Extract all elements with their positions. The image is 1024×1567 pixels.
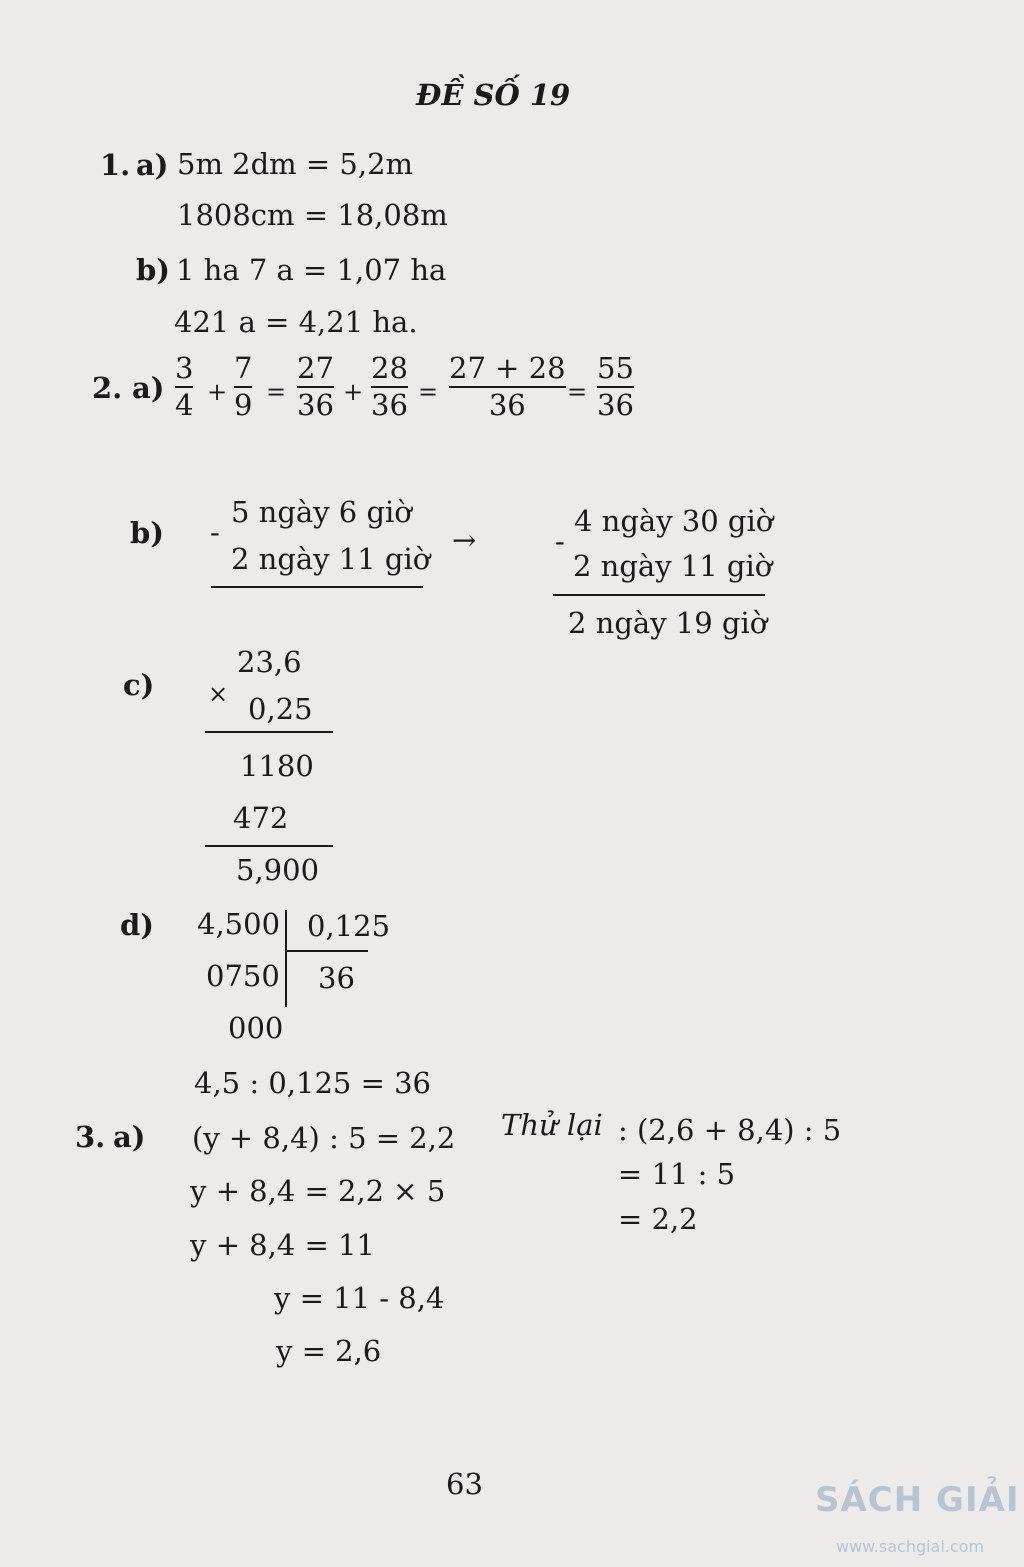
operator: = <box>567 378 588 406</box>
q1b-line-2: 421 a = 4,21 ha. <box>174 305 418 339</box>
subtraction-line <box>553 594 765 596</box>
q2d-remainder-2: 000 <box>228 1011 284 1045</box>
q1b-label: b) <box>136 253 170 287</box>
q2c-label: c) <box>123 668 155 702</box>
q3a-step-2: y + 8,4 = 2,2 × 5 <box>190 1174 446 1208</box>
q2b-left-minuend: 5 ngày 6 giờ <box>231 495 412 529</box>
fraction-denominator: 4 <box>175 388 194 423</box>
fraction-numerator: 7 <box>234 351 253 385</box>
q2a-label: a) <box>132 371 165 405</box>
q3a-step-3: y + 8,4 = 11 <box>190 1228 375 1262</box>
fraction <box>175 352 193 423</box>
fraction-denominator: 36 <box>488 388 526 423</box>
fraction-numerator: 55 <box>597 351 634 385</box>
fraction-denominator: 36 <box>297 388 334 423</box>
fraction-numerator: 28 <box>371 351 408 385</box>
page-title: ĐỀ SỐ 19 <box>416 78 571 112</box>
q2-number: 2. <box>92 371 123 405</box>
q1a-line-1: 5m 2dm = 5,2m <box>177 147 414 181</box>
check-line-2: = 11 : 5 <box>618 1157 736 1191</box>
q1-number: 1. <box>100 148 131 182</box>
q2b-label: b) <box>130 516 164 550</box>
operator: = <box>418 378 439 406</box>
q2c-multiplier: 0,25 <box>248 692 313 726</box>
q2c-multiplicand: 23,6 <box>237 645 302 679</box>
multiplication-line <box>205 731 333 733</box>
q2c-partial-product-2: 472 <box>233 801 289 835</box>
q3a-step-1: (y + 8,4) : 5 = 2,2 <box>192 1121 456 1155</box>
page-number: 63 <box>446 1467 483 1501</box>
fraction-numerator: 27 <box>297 351 334 385</box>
check-line-1: : (2,6 + 8,4) : 5 <box>618 1113 842 1147</box>
fraction <box>449 352 566 423</box>
q2d-summary: 4,5 : 0,125 = 36 <box>194 1066 431 1100</box>
q2b-left-subtrahend: 2 ngày 11 giờ <box>231 542 431 576</box>
check-line-3: = 2,2 <box>618 1202 698 1236</box>
q1b-line-1: 1 ha 7 a = 1,07 ha <box>176 253 447 287</box>
q2c-product: 5,900 <box>236 853 320 887</box>
q2d-label: d) <box>120 908 154 942</box>
q2b-result: 2 ngày 19 giờ <box>568 606 768 640</box>
fraction <box>297 352 334 423</box>
q2d-quotient: 36 <box>318 961 355 995</box>
fraction <box>371 352 408 423</box>
check-label: Thử lại <box>501 1108 603 1142</box>
multiplication-line <box>205 845 333 847</box>
fraction-denominator: 36 <box>371 388 408 423</box>
subtraction-line <box>211 586 423 588</box>
q3a-label: a) <box>113 1120 146 1154</box>
q3a-step-4: y = 11 - 8,4 <box>274 1281 445 1315</box>
minus-sign: - <box>555 524 565 558</box>
q2b-right-minuend: 4 ngày 30 giờ <box>574 504 774 538</box>
q1a-line-2: 1808cm = 18,08m <box>177 198 448 232</box>
fraction-numerator: 3 <box>175 351 194 385</box>
q3a-step-5: y = 2,6 <box>276 1334 382 1368</box>
q2b-right-subtrahend: 2 ngày 11 giờ <box>573 549 773 583</box>
watermark-url: www.sachgiai.com <box>836 1537 985 1556</box>
q2d-dividend: 4,500 <box>197 907 281 941</box>
watermark-logo: SÁCH GIẢI <box>815 1480 1020 1520</box>
operator: + <box>343 378 364 406</box>
fraction-denominator: 9 <box>234 388 253 423</box>
fraction <box>234 352 252 423</box>
division-vertical-line <box>285 910 287 1007</box>
q2d-divisor: 0,125 <box>307 909 391 943</box>
fraction-denominator: 36 <box>597 388 634 423</box>
fraction-numerator: 27 + 28 <box>449 351 566 385</box>
arrow: → <box>452 523 477 557</box>
q2c-partial-product-1: 1180 <box>240 749 314 783</box>
times-sign: × <box>208 680 229 708</box>
q3-number: 3. <box>75 1120 106 1154</box>
operator: + <box>207 378 228 406</box>
division-horizontal-line <box>286 950 368 952</box>
q2d-remainder-1: 0750 <box>206 959 280 993</box>
fraction <box>597 352 634 423</box>
operator: = <box>266 378 287 406</box>
minus-sign: - <box>210 515 220 549</box>
q1a-label: a) <box>136 148 169 182</box>
